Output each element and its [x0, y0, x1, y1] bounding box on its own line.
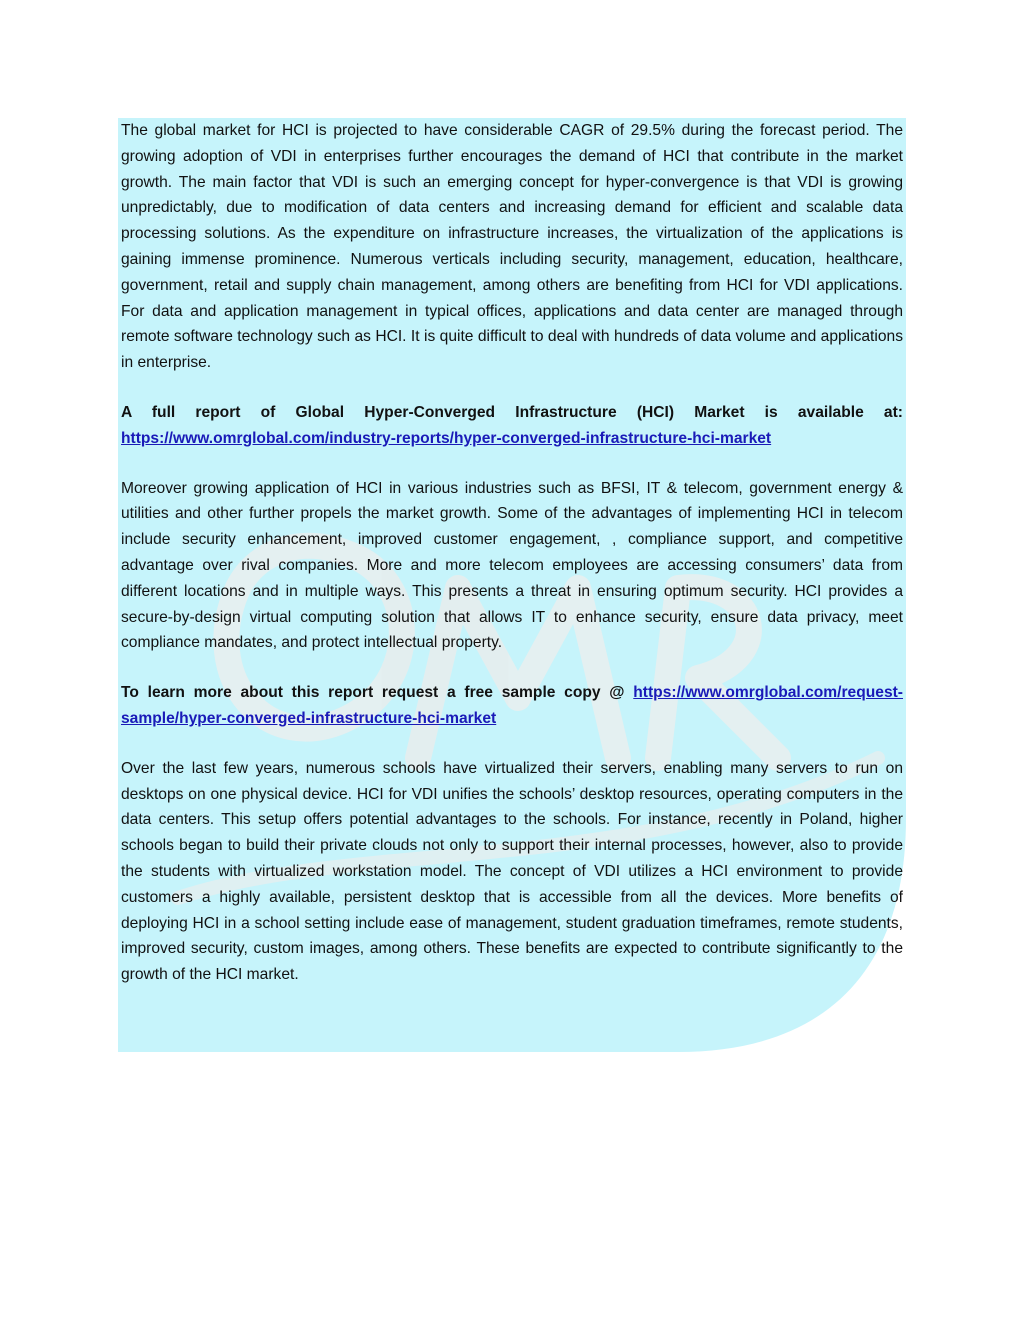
paragraph-schools-vdi: Over the last few years, numerous schools have virtualized their servers, enabling many servers to run on desktops on one physical device. HCI for VDI unifies the schools’ desktop resources, operating computers in the data centers. This setup offers potential advantages to the schools. For instance, recently in Poland, higher schools began to build their private clouds not only to support their internal processes, however, also to provide the students with virtualized workstation model. The concept of VDI utilizes a HCI environment to provide customers a highly available, persistent desktop that is accessible from all the devices. More benefits of deploying HCI in a school setting include ease of management, student graduation timeframes, remote students, improved security, custom images, among others. These benefits are expected to contribute significantly to the growth of the HCI market.	[121, 759, 903, 984]
document-body	[121, 118, 903, 1012]
full-report-link[interactable]: https://www.omrglobal.com/industry-reports/hyper-converged-infrastructure-hci-market	[121, 429, 772, 447]
sample-request-text: To learn more about this report request a free sample copy @	[121, 684, 625, 702]
full-report-text: A full report of Global Hyper-Converged Infrastructure (HCI) Market is available at:	[121, 403, 903, 421]
paragraph-industry-application: Moreover growing application of HCI in various industries such as BFSI, IT & telecom, government energy & utilities and other further propels the market growth. Some of the advantages of implementing HCI in telecom include security enhancement, improved customer engagement, , compliance support, and competitive advantage over rival companies. More and more telecom employees are accessing consumers’ data from different locations and in multiple ways. This presents a threat in ensuring optimum security. HCI provides a secure-by-design virtual computing solution that allows IT to enhance security, ensure data privacy, meet compliance mandates, and protect intellectual property.	[121, 479, 903, 652]
paragraph-full-report	[121, 400, 903, 452]
sample-request-link[interactable]: https://www.omrglobal.com/request-sample/hyper-converged-infrastructure-hci-market	[121, 684, 903, 727]
paragraph-market-overview: The global market for HCI is projected to have considerable CAGR of 29.5% during the forecast period. The growing adoption of VDI in enterprises further encourages the demand of HCI that contribute in the market growth. The main factor that VDI is such an emerging concept for hyper-convergence is that VDI is growing unpredictably, due to modification of data centers and increasing demand for efficient and scalable data processing solutions. As the expenditure on infrastructure increases, the virtualization of the applications is gaining immense prominence. Numerous verticals including security, management, education, healthcare, government, retail and supply chain management, among others are benefiting from HCI for VDI applications. For data and application management in typical offices, applications and data center are managed through remote software technology such as HCI. It is quite difficult to deal with hundreds of data volume and applications in enterprise.	[121, 122, 903, 372]
paragraph-sample-request	[121, 680, 903, 732]
